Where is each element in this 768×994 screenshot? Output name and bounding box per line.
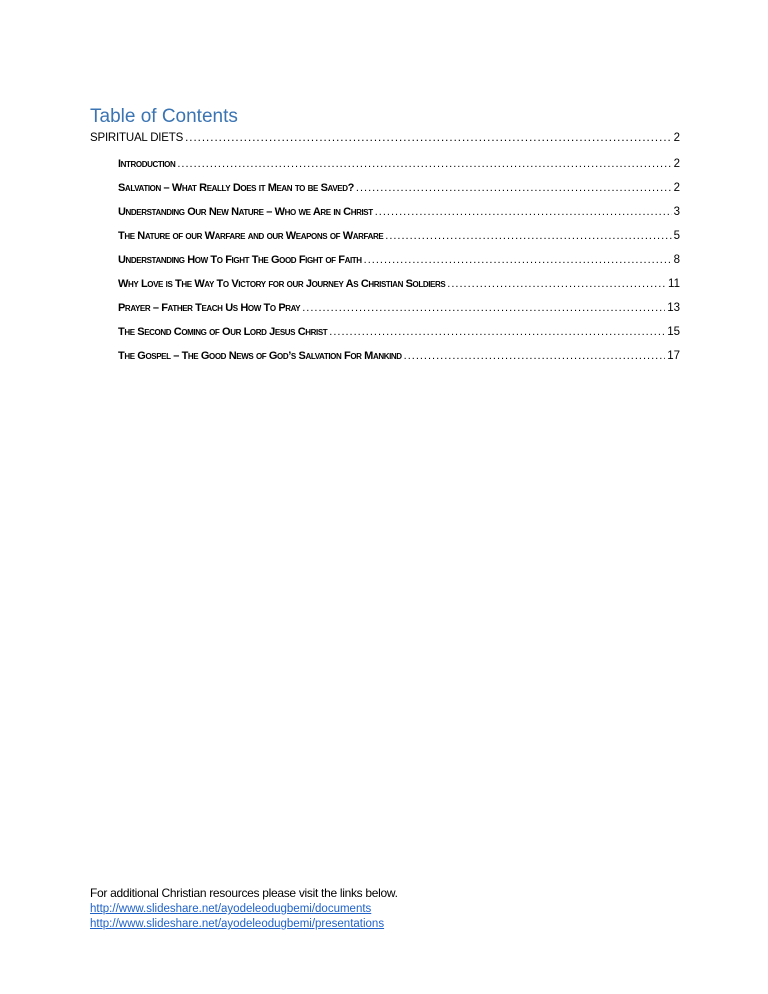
toc-leader-dots xyxy=(364,253,672,267)
resources-note: For additional Christian resources please visit the links below. xyxy=(90,886,398,900)
toc-leader-dots xyxy=(177,157,671,171)
toc-leader-dots xyxy=(329,325,665,339)
toc-entry-page: 2 xyxy=(673,182,680,194)
toc-entry-text: Why Love is The Way To Victory for our Journey As Christian Soldiers xyxy=(118,278,446,290)
toc-entry-page: 13 xyxy=(667,302,680,314)
toc-entry-text: SPIRITUAL DIETS xyxy=(90,132,184,144)
toc-entry-text: Understanding How To Fight The Good Fight of Faith xyxy=(118,254,362,266)
toc-entry-new-nature[interactable] xyxy=(90,205,680,229)
toc-entry-text: The Gospel – The Good News of God’s Salvation For Mankind xyxy=(118,350,402,362)
presentations-link[interactable]: http://www.slideshare.net/ayodeleodugbemi/presentations xyxy=(90,918,385,930)
toc-entry-page: 2 xyxy=(673,132,680,144)
documents-link[interactable]: http://www.slideshare.net/ayodeleodugbemi/documents xyxy=(90,903,372,915)
toc-entry-spiritual-diets[interactable] xyxy=(90,131,680,157)
toc-entry-good-fight[interactable] xyxy=(90,253,680,277)
toc-title: Table of Contents xyxy=(90,106,238,127)
toc-entry-introduction[interactable] xyxy=(90,157,680,181)
resources-footer xyxy=(90,885,690,932)
toc-entry-text: Salvation – What Really Does it Mean to be Saved? xyxy=(118,182,354,194)
toc-entry-page: 17 xyxy=(667,350,680,362)
toc-leader-dots xyxy=(375,205,672,219)
toc-entry-text: Prayer – Father Teach Us How To Pray xyxy=(118,302,301,314)
table-of-contents xyxy=(90,131,680,373)
toc-entry-page: 8 xyxy=(673,254,680,266)
toc-entry-warfare[interactable] xyxy=(90,229,680,253)
toc-leader-dots xyxy=(185,131,672,145)
toc-leader-dots xyxy=(356,181,672,195)
toc-entry-text: Understanding Our New Nature – Who we Are in Christ xyxy=(118,206,373,218)
toc-entry-page: 11 xyxy=(668,278,680,290)
toc-entry-text: The Nature of our Warfare and our Weapons of Warfare xyxy=(118,230,384,242)
toc-leader-dots xyxy=(447,277,666,291)
toc-entry-page: 15 xyxy=(667,326,680,338)
toc-entry-page: 2 xyxy=(673,158,680,170)
toc-entry-page: 3 xyxy=(673,206,680,218)
toc-entry-second-coming[interactable] xyxy=(90,325,680,349)
toc-leader-dots xyxy=(385,229,671,243)
toc-entry-prayer[interactable] xyxy=(90,301,680,325)
toc-entry-gospel[interactable] xyxy=(90,349,680,373)
toc-entry-text: The Second Coming of Our Lord Jesus Christ xyxy=(118,326,328,338)
toc-entry-love[interactable] xyxy=(90,277,680,301)
toc-leader-dots xyxy=(404,349,666,363)
toc-entry-page: 5 xyxy=(673,230,680,242)
toc-entry-text: Introduction xyxy=(118,158,176,170)
toc-entry-salvation[interactable] xyxy=(90,181,680,205)
toc-leader-dots xyxy=(302,301,665,315)
